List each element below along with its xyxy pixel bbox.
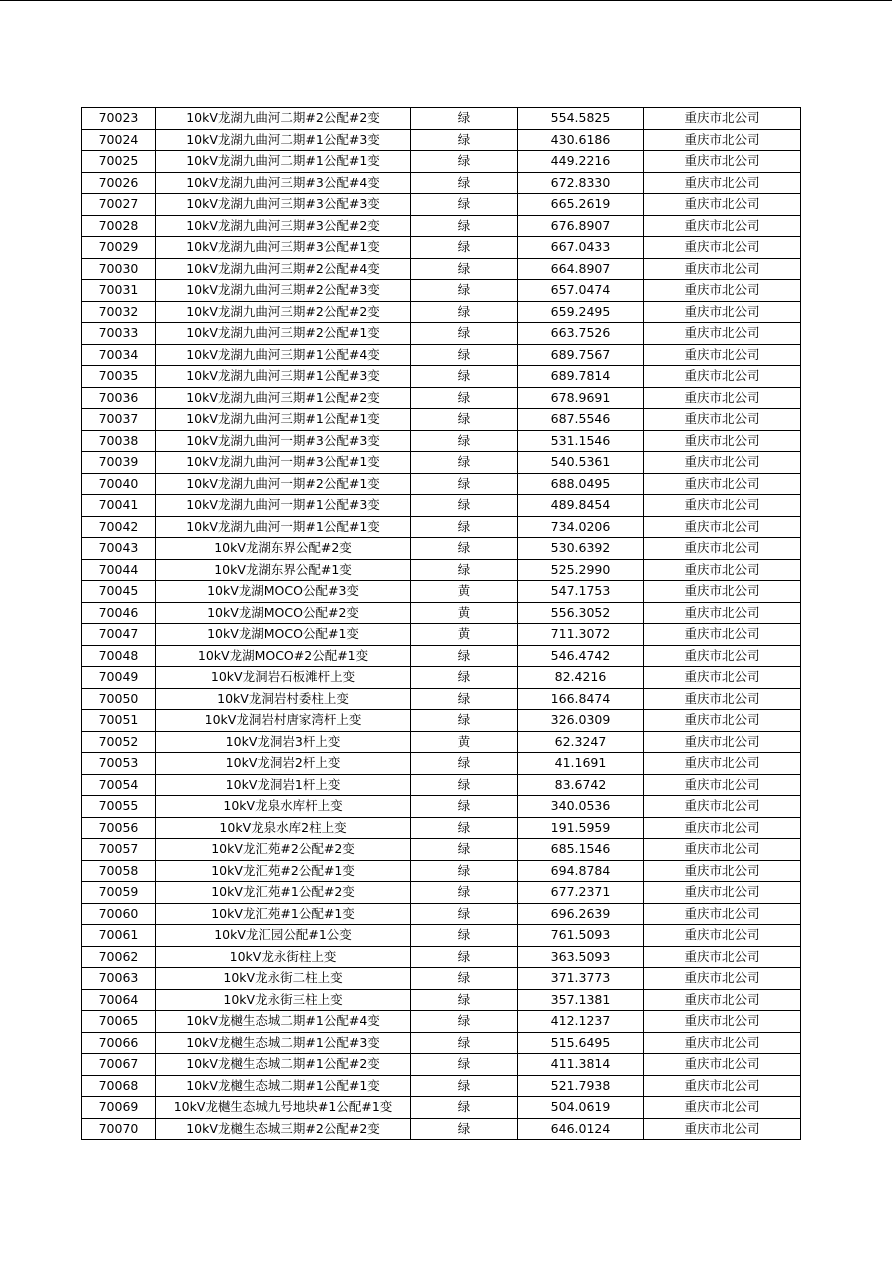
cell-org: 重庆市北公司 <box>644 172 801 194</box>
cell-level: 绿 <box>411 753 518 775</box>
cell-org: 重庆市北公司 <box>644 1097 801 1119</box>
cell-name: 10kV龙洞岩3杆上变 <box>156 731 411 753</box>
cell-org: 重庆市北公司 <box>644 129 801 151</box>
cell-id: 70024 <box>82 129 156 151</box>
cell-name: 10kV龙湖九曲河一期#1公配#3变 <box>156 495 411 517</box>
cell-name: 10kV龙洞岩石板滩杆上变 <box>156 667 411 689</box>
cell-org: 重庆市北公司 <box>644 1011 801 1033</box>
cell-level: 绿 <box>411 516 518 538</box>
cell-id: 70056 <box>82 817 156 839</box>
cell-name: 10kV龙湖九曲河三期#1公配#3变 <box>156 366 411 388</box>
cell-level: 绿 <box>411 1097 518 1119</box>
table-row <box>82 903 801 925</box>
cell-level: 绿 <box>411 839 518 861</box>
cell-name: 10kV龙樾生态城二期#1公配#3变 <box>156 1032 411 1054</box>
table-row <box>82 624 801 646</box>
cell-id: 70053 <box>82 753 156 775</box>
cell-id: 70070 <box>82 1118 156 1140</box>
cell-org: 重庆市北公司 <box>644 237 801 259</box>
cell-id: 70062 <box>82 946 156 968</box>
cell-level: 绿 <box>411 946 518 968</box>
cell-name: 10kV龙湖九曲河三期#1公配#2变 <box>156 387 411 409</box>
cell-org: 重庆市北公司 <box>644 1032 801 1054</box>
cell-level: 绿 <box>411 925 518 947</box>
cell-level: 黄 <box>411 581 518 603</box>
cell-level: 绿 <box>411 1032 518 1054</box>
cell-level: 绿 <box>411 473 518 495</box>
cell-level: 绿 <box>411 301 518 323</box>
cell-id: 70029 <box>82 237 156 259</box>
cell-value: 554.5825 <box>518 108 644 130</box>
cell-org: 重庆市北公司 <box>644 1075 801 1097</box>
cell-id: 70043 <box>82 538 156 560</box>
cell-id: 70039 <box>82 452 156 474</box>
cell-id: 70067 <box>82 1054 156 1076</box>
cell-level: 绿 <box>411 108 518 130</box>
cell-level: 绿 <box>411 796 518 818</box>
table-row <box>82 151 801 173</box>
cell-id: 70036 <box>82 387 156 409</box>
table-row <box>82 1075 801 1097</box>
cell-level: 绿 <box>411 172 518 194</box>
cell-value: 82.4216 <box>518 667 644 689</box>
cell-level: 绿 <box>411 538 518 560</box>
cell-level: 绿 <box>411 882 518 904</box>
transformer-table <box>81 107 801 1140</box>
cell-value: 664.8907 <box>518 258 644 280</box>
cell-org: 重庆市北公司 <box>644 280 801 302</box>
cell-level: 绿 <box>411 215 518 237</box>
table-row <box>82 258 801 280</box>
cell-name: 10kV龙湖九曲河三期#3公配#2变 <box>156 215 411 237</box>
cell-id: 70040 <box>82 473 156 495</box>
cell-name: 10kV龙湖九曲河二期#1公配#1变 <box>156 151 411 173</box>
cell-level: 黄 <box>411 731 518 753</box>
cell-name: 10kV龙洞岩2杆上变 <box>156 753 411 775</box>
cell-id: 70046 <box>82 602 156 624</box>
cell-level: 绿 <box>411 452 518 474</box>
cell-id: 70038 <box>82 430 156 452</box>
cell-level: 黄 <box>411 602 518 624</box>
cell-name: 10kV龙湖MOCO#2公配#1变 <box>156 645 411 667</box>
cell-org: 重庆市北公司 <box>644 903 801 925</box>
cell-value: 62.3247 <box>518 731 644 753</box>
cell-org: 重庆市北公司 <box>644 989 801 1011</box>
cell-org: 重庆市北公司 <box>644 968 801 990</box>
cell-id: 70031 <box>82 280 156 302</box>
cell-name: 10kV龙洞岩村委柱上变 <box>156 688 411 710</box>
cell-org: 重庆市北公司 <box>644 409 801 431</box>
table-row <box>82 495 801 517</box>
cell-value: 667.0433 <box>518 237 644 259</box>
cell-name: 10kV龙湖九曲河一期#2公配#1变 <box>156 473 411 495</box>
cell-value: 411.3814 <box>518 1054 644 1076</box>
table-row <box>82 323 801 345</box>
table-row <box>82 774 801 796</box>
cell-org: 重庆市北公司 <box>644 323 801 345</box>
cell-id: 70052 <box>82 731 156 753</box>
cell-id: 70069 <box>82 1097 156 1119</box>
cell-value: 371.3773 <box>518 968 644 990</box>
cell-level: 绿 <box>411 366 518 388</box>
cell-id: 70027 <box>82 194 156 216</box>
cell-id: 70064 <box>82 989 156 1011</box>
cell-org: 重庆市北公司 <box>644 430 801 452</box>
cell-org: 重庆市北公司 <box>644 215 801 237</box>
cell-value: 696.2639 <box>518 903 644 925</box>
table-row <box>82 817 801 839</box>
cell-name: 10kV龙湖东界公配#2变 <box>156 538 411 560</box>
cell-value: 688.0495 <box>518 473 644 495</box>
cell-level: 绿 <box>411 194 518 216</box>
table-row <box>82 1011 801 1033</box>
cell-value: 166.8474 <box>518 688 644 710</box>
table-row <box>82 344 801 366</box>
cell-id: 70035 <box>82 366 156 388</box>
cell-name: 10kV龙泉水库杆上变 <box>156 796 411 818</box>
cell-org: 重庆市北公司 <box>644 688 801 710</box>
cell-value: 530.6392 <box>518 538 644 560</box>
cell-name: 10kV龙汇园公配#1公变 <box>156 925 411 947</box>
cell-value: 646.0124 <box>518 1118 644 1140</box>
cell-org: 重庆市北公司 <box>644 710 801 732</box>
table-body <box>82 108 801 1140</box>
cell-id: 70059 <box>82 882 156 904</box>
cell-name: 10kV龙湖九曲河一期#3公配#3变 <box>156 430 411 452</box>
cell-level: 绿 <box>411 903 518 925</box>
cell-value: 676.8907 <box>518 215 644 237</box>
cell-id: 70065 <box>82 1011 156 1033</box>
cell-id: 70041 <box>82 495 156 517</box>
cell-level: 绿 <box>411 645 518 667</box>
cell-value: 672.8330 <box>518 172 644 194</box>
table-row <box>82 301 801 323</box>
cell-name: 10kV龙汇苑#2公配#1变 <box>156 860 411 882</box>
cell-org: 重庆市北公司 <box>644 817 801 839</box>
cell-name: 10kV龙汇苑#1公配#2变 <box>156 882 411 904</box>
cell-org: 重庆市北公司 <box>644 581 801 603</box>
cell-org: 重庆市北公司 <box>644 559 801 581</box>
cell-id: 70058 <box>82 860 156 882</box>
cell-value: 678.9691 <box>518 387 644 409</box>
cell-value: 504.0619 <box>518 1097 644 1119</box>
cell-level: 绿 <box>411 968 518 990</box>
table-row <box>82 731 801 753</box>
cell-name: 10kV龙樾生态城二期#1公配#4变 <box>156 1011 411 1033</box>
cell-name: 10kV龙湖九曲河三期#3公配#1变 <box>156 237 411 259</box>
page-top-border <box>0 0 892 1</box>
cell-name: 10kV龙汇苑#1公配#1变 <box>156 903 411 925</box>
cell-id: 70045 <box>82 581 156 603</box>
cell-level: 绿 <box>411 151 518 173</box>
cell-id: 70044 <box>82 559 156 581</box>
cell-level: 绿 <box>411 344 518 366</box>
cell-value: 687.5546 <box>518 409 644 431</box>
cell-name: 10kV龙湖东界公配#1变 <box>156 559 411 581</box>
cell-value: 556.3052 <box>518 602 644 624</box>
cell-id: 70023 <box>82 108 156 130</box>
cell-value: 357.1381 <box>518 989 644 1011</box>
cell-id: 70033 <box>82 323 156 345</box>
cell-level: 绿 <box>411 409 518 431</box>
cell-level: 绿 <box>411 774 518 796</box>
cell-name: 10kV龙湖九曲河三期#1公配#4变 <box>156 344 411 366</box>
cell-level: 绿 <box>411 280 518 302</box>
table-row <box>82 667 801 689</box>
cell-name: 10kV龙樾生态城九号地块#1公配#1变 <box>156 1097 411 1119</box>
cell-name: 10kV龙樾生态城二期#1公配#2变 <box>156 1054 411 1076</box>
cell-name: 10kV龙湖九曲河二期#1公配#3变 <box>156 129 411 151</box>
cell-value: 363.5093 <box>518 946 644 968</box>
cell-value: 711.3072 <box>518 624 644 646</box>
cell-name: 10kV龙洞岩村唐家湾杆上变 <box>156 710 411 732</box>
cell-level: 绿 <box>411 817 518 839</box>
cell-value: 547.1753 <box>518 581 644 603</box>
cell-level: 绿 <box>411 237 518 259</box>
cell-org: 重庆市北公司 <box>644 151 801 173</box>
cell-level: 绿 <box>411 430 518 452</box>
table-row <box>82 366 801 388</box>
cell-id: 70063 <box>82 968 156 990</box>
table-row <box>82 430 801 452</box>
cell-id: 70030 <box>82 258 156 280</box>
cell-id: 70049 <box>82 667 156 689</box>
cell-org: 重庆市北公司 <box>644 667 801 689</box>
cell-org: 重庆市北公司 <box>644 366 801 388</box>
cell-id: 70061 <box>82 925 156 947</box>
cell-org: 重庆市北公司 <box>644 602 801 624</box>
table-row <box>82 473 801 495</box>
cell-org: 重庆市北公司 <box>644 624 801 646</box>
cell-level: 绿 <box>411 559 518 581</box>
table-row <box>82 409 801 431</box>
cell-value: 677.2371 <box>518 882 644 904</box>
table-row <box>82 108 801 130</box>
table-row <box>82 172 801 194</box>
cell-id: 70034 <box>82 344 156 366</box>
cell-level: 绿 <box>411 1075 518 1097</box>
cell-org: 重庆市北公司 <box>644 538 801 560</box>
cell-id: 70048 <box>82 645 156 667</box>
cell-value: 521.7938 <box>518 1075 644 1097</box>
cell-name: 10kV龙湖MOCO公配#2变 <box>156 602 411 624</box>
table-row <box>82 581 801 603</box>
table-row <box>82 989 801 1011</box>
cell-name: 10kV龙樾生态城三期#2公配#2变 <box>156 1118 411 1140</box>
cell-value: 761.5093 <box>518 925 644 947</box>
cell-level: 绿 <box>411 1118 518 1140</box>
cell-name: 10kV龙湖九曲河三期#2公配#2变 <box>156 301 411 323</box>
cell-name: 10kV龙永街三柱上变 <box>156 989 411 1011</box>
table-row <box>82 280 801 302</box>
table-row <box>82 516 801 538</box>
cell-level: 绿 <box>411 323 518 345</box>
cell-level: 绿 <box>411 1011 518 1033</box>
cell-org: 重庆市北公司 <box>644 473 801 495</box>
cell-org: 重庆市北公司 <box>644 796 801 818</box>
cell-name: 10kV龙湖九曲河三期#3公配#4变 <box>156 172 411 194</box>
cell-id: 70066 <box>82 1032 156 1054</box>
cell-id: 70060 <box>82 903 156 925</box>
cell-org: 重庆市北公司 <box>644 1118 801 1140</box>
cell-name: 10kV龙湖九曲河一期#1公配#1变 <box>156 516 411 538</box>
cell-id: 70054 <box>82 774 156 796</box>
cell-org: 重庆市北公司 <box>644 753 801 775</box>
cell-value: 531.1546 <box>518 430 644 452</box>
cell-org: 重庆市北公司 <box>644 860 801 882</box>
cell-value: 685.1546 <box>518 839 644 861</box>
cell-value: 734.0206 <box>518 516 644 538</box>
cell-org: 重庆市北公司 <box>644 882 801 904</box>
cell-org: 重庆市北公司 <box>644 645 801 667</box>
table-row <box>82 215 801 237</box>
cell-name: 10kV龙湖九曲河三期#2公配#3变 <box>156 280 411 302</box>
table-row <box>82 1032 801 1054</box>
table-row <box>82 925 801 947</box>
cell-level: 绿 <box>411 387 518 409</box>
cell-org: 重庆市北公司 <box>644 194 801 216</box>
cell-value: 540.5361 <box>518 452 644 474</box>
table-row <box>82 237 801 259</box>
cell-value: 41.1691 <box>518 753 644 775</box>
cell-level: 黄 <box>411 624 518 646</box>
table-row <box>82 688 801 710</box>
cell-org: 重庆市北公司 <box>644 258 801 280</box>
table-row <box>82 860 801 882</box>
cell-value: 326.0309 <box>518 710 644 732</box>
cell-org: 重庆市北公司 <box>644 452 801 474</box>
cell-level: 绿 <box>411 495 518 517</box>
cell-org: 重庆市北公司 <box>644 731 801 753</box>
cell-id: 70055 <box>82 796 156 818</box>
table-row <box>82 452 801 474</box>
cell-name: 10kV龙汇苑#2公配#2变 <box>156 839 411 861</box>
cell-name: 10kV龙永街二柱上变 <box>156 968 411 990</box>
cell-id: 70050 <box>82 688 156 710</box>
cell-org: 重庆市北公司 <box>644 946 801 968</box>
cell-level: 绿 <box>411 710 518 732</box>
table-row <box>82 882 801 904</box>
cell-name: 10kV龙湖九曲河三期#2公配#1变 <box>156 323 411 345</box>
cell-name: 10kV龙湖九曲河三期#1公配#1变 <box>156 409 411 431</box>
cell-id: 70051 <box>82 710 156 732</box>
cell-id: 70047 <box>82 624 156 646</box>
cell-name: 10kV龙永街柱上变 <box>156 946 411 968</box>
cell-name: 10kV龙湖九曲河三期#3公配#3变 <box>156 194 411 216</box>
cell-id: 70025 <box>82 151 156 173</box>
cell-org: 重庆市北公司 <box>644 495 801 517</box>
table-row <box>82 710 801 732</box>
table-row <box>82 559 801 581</box>
table-row <box>82 645 801 667</box>
cell-value: 665.2619 <box>518 194 644 216</box>
table-row <box>82 602 801 624</box>
table-row <box>82 1118 801 1140</box>
cell-org: 重庆市北公司 <box>644 108 801 130</box>
table-row <box>82 753 801 775</box>
cell-org: 重庆市北公司 <box>644 774 801 796</box>
table-row <box>82 194 801 216</box>
cell-name: 10kV龙湖MOCO公配#1变 <box>156 624 411 646</box>
cell-level: 绿 <box>411 989 518 1011</box>
table-row <box>82 538 801 560</box>
cell-org: 重庆市北公司 <box>644 301 801 323</box>
table-row <box>82 387 801 409</box>
cell-org: 重庆市北公司 <box>644 344 801 366</box>
table-row <box>82 968 801 990</box>
cell-id: 70057 <box>82 839 156 861</box>
cell-org: 重庆市北公司 <box>644 839 801 861</box>
cell-id: 70068 <box>82 1075 156 1097</box>
cell-name: 10kV龙樾生态城二期#1公配#1变 <box>156 1075 411 1097</box>
cell-value: 83.6742 <box>518 774 644 796</box>
cell-level: 绿 <box>411 860 518 882</box>
cell-value: 694.8784 <box>518 860 644 882</box>
cell-value: 430.6186 <box>518 129 644 151</box>
cell-value: 449.2216 <box>518 151 644 173</box>
cell-id: 70042 <box>82 516 156 538</box>
cell-value: 663.7526 <box>518 323 644 345</box>
cell-id: 70026 <box>82 172 156 194</box>
cell-value: 689.7814 <box>518 366 644 388</box>
cell-name: 10kV龙洞岩1杆上变 <box>156 774 411 796</box>
cell-name: 10kV龙泉水库2柱上变 <box>156 817 411 839</box>
cell-value: 546.4742 <box>518 645 644 667</box>
cell-value: 659.2495 <box>518 301 644 323</box>
cell-org: 重庆市北公司 <box>644 516 801 538</box>
cell-name: 10kV龙湖MOCO公配#3变 <box>156 581 411 603</box>
transformer-table-container <box>81 107 800 1140</box>
cell-value: 515.6495 <box>518 1032 644 1054</box>
cell-name: 10kV龙湖九曲河一期#3公配#1变 <box>156 452 411 474</box>
table-row <box>82 839 801 861</box>
cell-name: 10kV龙湖九曲河三期#2公配#4变 <box>156 258 411 280</box>
cell-value: 657.0474 <box>518 280 644 302</box>
cell-value: 489.8454 <box>518 495 644 517</box>
cell-org: 重庆市北公司 <box>644 925 801 947</box>
cell-value: 191.5959 <box>518 817 644 839</box>
table-row <box>82 1097 801 1119</box>
cell-value: 340.0536 <box>518 796 644 818</box>
cell-value: 525.2990 <box>518 559 644 581</box>
cell-id: 70032 <box>82 301 156 323</box>
cell-level: 绿 <box>411 129 518 151</box>
cell-level: 绿 <box>411 688 518 710</box>
cell-id: 70028 <box>82 215 156 237</box>
table-row <box>82 796 801 818</box>
cell-org: 重庆市北公司 <box>644 1054 801 1076</box>
cell-org: 重庆市北公司 <box>644 387 801 409</box>
cell-level: 绿 <box>411 258 518 280</box>
table-row <box>82 1054 801 1076</box>
cell-name: 10kV龙湖九曲河二期#2公配#2变 <box>156 108 411 130</box>
table-row <box>82 129 801 151</box>
cell-level: 绿 <box>411 667 518 689</box>
cell-value: 689.7567 <box>518 344 644 366</box>
table-row <box>82 946 801 968</box>
cell-id: 70037 <box>82 409 156 431</box>
cell-value: 412.1237 <box>518 1011 644 1033</box>
cell-level: 绿 <box>411 1054 518 1076</box>
